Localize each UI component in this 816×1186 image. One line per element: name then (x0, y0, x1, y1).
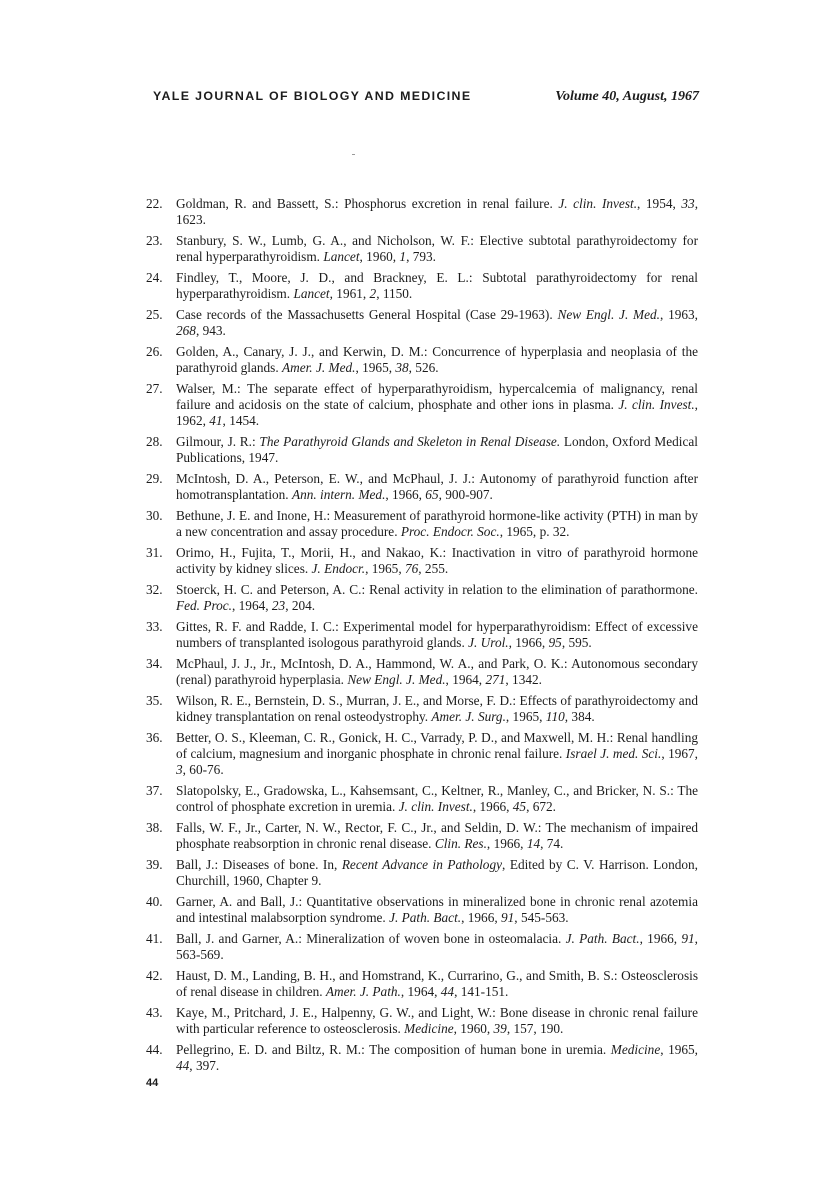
reference-text (176, 270, 698, 302)
reference-text-part: , 384. (564, 709, 595, 724)
reference-text (176, 619, 698, 651)
reference-item (146, 344, 698, 376)
reference-text-part: Findley, T., Moore, J. D., and Brackney, E. L.: Subtotal parathyroidectomy for renal hyperparathyroidism. (176, 270, 698, 301)
reference-italic-part: New Engl. J. Med. (347, 672, 446, 687)
reference-italic-part: Ann. intern. Med. (291, 487, 386, 502)
reference-text (176, 545, 698, 577)
reference-item (146, 931, 698, 963)
reference-italic-part: J. Path. Bact. (389, 910, 462, 925)
reference-text-part: , 204. (285, 598, 316, 613)
reference-italic-part: 14 (526, 836, 541, 851)
reference-item (146, 693, 698, 725)
reference-italic-part: 268 (176, 323, 196, 338)
reference-text-part: , 1965, p. 32. (499, 524, 570, 539)
reference-text-part: , Edited by C. V. Harrison. London, Churchill, 1960, Chapter 9. (176, 857, 698, 888)
reference-text (176, 656, 698, 688)
reference-text-part: Case records of the Massachusetts General Hospital (Case 29-1963). (176, 307, 558, 322)
running-header (153, 89, 699, 105)
reference-text-part: , 141-151. (454, 984, 509, 999)
reference-text-part: Pellegrino, E. D. and Biltz, R. M.: The composition of human bone in uremia. (176, 1042, 611, 1057)
reference-text-part: , 1342. (505, 672, 542, 687)
reference-text-part: , 1960, (359, 249, 400, 264)
reference-item (146, 307, 698, 339)
reference-italic-part: 3 (176, 762, 183, 777)
reference-text (176, 508, 698, 540)
reference-text (176, 233, 698, 265)
reference-text-part: , 943. (195, 323, 226, 338)
reference-text-part: , 1962, (176, 397, 698, 428)
reference-text (176, 434, 698, 466)
reference-text (176, 471, 698, 503)
reference-text (176, 730, 698, 778)
reference-text (176, 1042, 698, 1074)
reference-italic-part: Lancet (323, 249, 360, 264)
reference-text-part: , 397. (189, 1058, 220, 1073)
reference-number: 31. (146, 545, 163, 560)
reference-italic-part: Proc. Endocr. Soc. (400, 524, 500, 539)
reference-number: 23. (146, 233, 163, 248)
reference-text-part: Garner, A. and Ball, J.: Quantitative observations in mineralized bone in chronic renal azotemia and intestinal malabsorption syndrome. (176, 894, 698, 925)
reference-italic-part: 2 (369, 286, 377, 301)
reference-italic-part: Recent Advance in Pathology (341, 857, 502, 872)
reference-text-part: Haust, D. M., Landing, B. H., and Homstrand, K., Currarino, G., and Smith, B. S.: Osteosclerosis of renal disease in children. (176, 968, 698, 999)
reference-text-part: Ball, J. and Garner, A.: Mineralization of woven bone in osteomalacia. (176, 931, 566, 946)
reference-italic-part: 44 (440, 984, 455, 999)
reference-text (176, 1005, 698, 1037)
reference-text-part: , 1961, (329, 286, 370, 301)
reference-item (146, 730, 698, 778)
reference-text-part: , 74. (540, 836, 564, 851)
reference-item (146, 233, 698, 265)
reference-italic-part: 39 (493, 1021, 507, 1036)
reference-number: 27. (146, 381, 163, 396)
reference-text-part: London, Oxford Medical Publications, 1947. (176, 434, 698, 465)
reference-item (146, 196, 698, 228)
reference-italic-part: 38 (395, 360, 409, 375)
reference-item (146, 619, 698, 651)
reference-item (146, 820, 698, 852)
reference-text-part: Falls, W. F., Jr., Carter, N. W., Rector, F. C., Jr., and Seldin, D. W.: The mechanism of impaired phosphate reabsorption in chronic renal disease. (176, 820, 698, 851)
reference-number: 41. (146, 931, 163, 946)
reference-italic-part: 33 (681, 196, 695, 211)
reference-text-part: Goldman, R. and Bassett, S.: Phosphorus excretion in renal failure. (176, 196, 559, 211)
reference-item (146, 582, 698, 614)
reference-italic-part: Amer. J. Surg. (431, 709, 506, 724)
reference-text-part: , 1954, (637, 196, 682, 211)
reference-text-part: , 1963, (660, 307, 699, 322)
reference-text-part: , 1454. (222, 413, 260, 428)
reference-text-part: , 1966, (385, 487, 426, 502)
reference-italic-part: Clin. Res. (434, 836, 487, 851)
volume-info: Volume 40, August, 1967 (555, 89, 699, 104)
reference-item (146, 656, 698, 688)
reference-italic-part: J. clin. Invest. (618, 397, 695, 412)
reference-text (176, 693, 698, 725)
reference-text (176, 968, 698, 1000)
reference-number: 26. (146, 344, 163, 359)
reference-italic-part: 44 (176, 1058, 190, 1073)
reference-text (176, 381, 698, 429)
reference-italic-part: 41 (209, 413, 223, 428)
reference-text-part: Gittes, R. F. and Radde, I. C.: Experimental model for hyperparathyroidism: Effect of excessive numbers of transplanted isologous parathyroid glands. (176, 619, 698, 650)
reference-number: 34. (146, 656, 163, 671)
reference-text-part: McPhaul, J. J., Jr., McIntosh, D. A., Hammond, W. A., and Park, O. K.: Autonomous secondary (renal) parathyroid hyperplasia. (176, 656, 698, 687)
reference-italic-part: 76 (404, 561, 419, 576)
print-mark (352, 154, 355, 155)
journal-title: YALE JOURNAL OF BIOLOGY AND MEDICINE (153, 89, 472, 103)
reference-italic-part: The Parathyroid Glands and Skeleton in Renal Disease. (259, 434, 561, 449)
reference-text (176, 196, 698, 228)
reference-number: 22. (146, 196, 163, 211)
reference-text-part: , 60-76. (182, 762, 224, 777)
reference-italic-part: J. Path. Bact. (565, 931, 640, 946)
reference-text-part: , 1964, (445, 672, 486, 687)
reference-text-part: , 900-907. (438, 487, 493, 502)
reference-text-part: Walser, M.: The separate effect of hyperparathyroidism, hypercalcemia of malignancy, renal failure and acidosis on the state of calcium, phosphate and other ions in plasma. (176, 381, 698, 412)
reference-text-part: , 1966, (639, 931, 682, 946)
reference-text-part: , 595. (561, 635, 592, 650)
reference-number: 35. (146, 693, 163, 708)
reference-number: 43. (146, 1005, 163, 1020)
reference-text (176, 931, 698, 963)
reference-italic-part: 23 (271, 598, 286, 613)
reference-italic-part: 1 (399, 249, 407, 264)
reference-italic-part: J. Endocr. (311, 561, 366, 576)
reference-text-part: Stoerck, H. C. and Peterson, A. C.: Renal activity in relation to the elimination of parathormone. (176, 582, 698, 597)
reference-italic-part: New Engl. J. Med. (557, 307, 660, 322)
reference-text-part: , 1965, (505, 709, 546, 724)
reference-italic-part: 91 (681, 931, 695, 946)
reference-text-part: Better, O. S., Kleeman, C. R., Gonick, H. C., Varrady, P. D., and Maxwell, M. H.: Renal handling of calcium, magnesium and inorganic phosphate in chronic renal failure. (176, 730, 698, 761)
reference-text (176, 307, 698, 339)
page-number: 44 (146, 1077, 159, 1089)
reference-text-part: , 1967, (661, 746, 698, 761)
reference-number: 30. (146, 508, 163, 523)
reference-item (146, 508, 698, 540)
reference-text-part: , 1964, (232, 598, 272, 613)
reference-text (176, 783, 698, 815)
reference-italic-part: 65 (425, 487, 439, 502)
reference-text-part: Gilmour, J. R.: (176, 434, 260, 449)
reference-item (146, 471, 698, 503)
reference-text-part: Slatopolsky, E., Gradowska, L., Kahsemsant, C., Keltner, R., Manley, C., and Bricker, N. S.: The control of phosphate excretion in uremia. (176, 783, 698, 814)
reference-number: 24. (146, 270, 163, 285)
reference-list (146, 196, 698, 1079)
reference-text-part: , 1150. (376, 286, 413, 301)
reference-number: 33. (146, 619, 163, 634)
reference-italic-part: 45 (512, 799, 527, 814)
reference-text-part: , 1965, (660, 1042, 698, 1057)
reference-italic-part: 91 (501, 910, 515, 925)
reference-number: 25. (146, 307, 163, 322)
reference-italic-part: J. clin. Invest. (398, 799, 473, 814)
reference-italic-part: Medicine (404, 1021, 454, 1036)
reference-number: 39. (146, 857, 163, 872)
reference-text-part: , 1964, (400, 984, 441, 999)
reference-text-part: Golden, A., Canary, J. J., and Kerwin, D. M.: Concurrence of hyperplasia and neoplasia of the parathyroid glands. (176, 344, 698, 375)
reference-text-part: , 255. (418, 561, 449, 576)
reference-text-part: Wilson, R. E., Bernstein, D. S., Murran, J. E., and Morse, F. D.: Effects of parathyroidectomy and kidney transplantation on renal osteodystrophy. (176, 693, 698, 724)
reference-number: 38. (146, 820, 163, 835)
reference-text-part: , 1965, (365, 561, 405, 576)
reference-italic-part: J. Urol. (468, 635, 509, 650)
reference-item (146, 545, 698, 577)
reference-text-part: , 1966, (486, 836, 527, 851)
reference-item (146, 1005, 698, 1037)
reference-text-part: Ball, J.: Diseases of bone. In, (176, 857, 342, 872)
reference-text-part: McIntosh, D. A., Peterson, E. W., and McPhaul, J. J.: Autonomy of parathyroid function after homotransplantation. (176, 471, 698, 502)
reference-text-part: , 1965, (355, 360, 396, 375)
reference-italic-part: Lancet (293, 286, 330, 301)
reference-text-part: Kaye, M., Pritchard, J. E., Halpenny, G. W., and Light, W.: Bone disease in chronic renal failure with particular reference to osteosclerosis. (176, 1005, 698, 1036)
reference-italic-part: Fed. Proc. (176, 598, 232, 613)
reference-text-part: , 545-563. (514, 910, 569, 925)
reference-text (176, 820, 698, 852)
reference-text-part: Orimo, H., Fujita, T., Morii, H., and Nakao, K.: Inactivation in vitro of parathyroid hormone activity by kidney slices. (176, 545, 698, 576)
reference-number: 29. (146, 471, 163, 486)
reference-number: 44. (146, 1042, 163, 1057)
reference-text-part: , 526. (408, 360, 439, 375)
reference-text-part: , 1623. (176, 196, 699, 227)
reference-item (146, 434, 698, 466)
reference-item (146, 1042, 698, 1074)
reference-number: 42. (146, 968, 163, 983)
reference-italic-part: J. clin. Invest. (558, 196, 638, 211)
reference-italic-part: Amer. J. Path. (325, 984, 401, 999)
reference-text-part: , 1960, (453, 1021, 494, 1036)
reference-text (176, 344, 698, 376)
reference-text (176, 582, 698, 614)
reference-italic-part: Amer. J. Med. (281, 360, 356, 375)
reference-item (146, 270, 698, 302)
reference-text-part: , 1966, (508, 635, 549, 650)
reference-item (146, 857, 698, 889)
reference-italic-part: 271 (485, 672, 506, 687)
reference-italic-part: 110 (545, 709, 565, 724)
reference-text (176, 894, 698, 926)
reference-text-part: , 793. (406, 249, 436, 264)
reference-text-part: Bethune, J. E. and Inone, H.: Measurement of parathyroid hormone-like activity (PTH) in man by a new concentration and assay procedure. (176, 508, 698, 539)
reference-number: 32. (146, 582, 163, 597)
reference-text-part: , 1966, (461, 910, 501, 925)
reference-item (146, 894, 698, 926)
reference-text-part: , 563-569. (176, 931, 698, 962)
reference-italic-part: Israel J. med. Sci. (565, 746, 662, 761)
reference-italic-part: Medicine (610, 1042, 661, 1057)
reference-item (146, 381, 698, 429)
reference-text-part: , 1966, (472, 799, 513, 814)
reference-italic-part: 95 (548, 635, 562, 650)
reference-text (176, 857, 698, 889)
reference-text-part: , 672. (526, 799, 556, 814)
reference-number: 37. (146, 783, 163, 798)
reference-number: 28. (146, 434, 163, 449)
reference-text-part: , 157, 190. (506, 1021, 564, 1036)
reference-item (146, 968, 698, 1000)
reference-text-part: Stanbury, S. W., Lumb, G. A., and Nicholson, W. F.: Elective subtotal parathyroidectomy for renal hyperparathyroidism. (176, 233, 698, 264)
reference-number: 36. (146, 730, 163, 745)
reference-number: 40. (146, 894, 163, 909)
reference-item (146, 783, 698, 815)
